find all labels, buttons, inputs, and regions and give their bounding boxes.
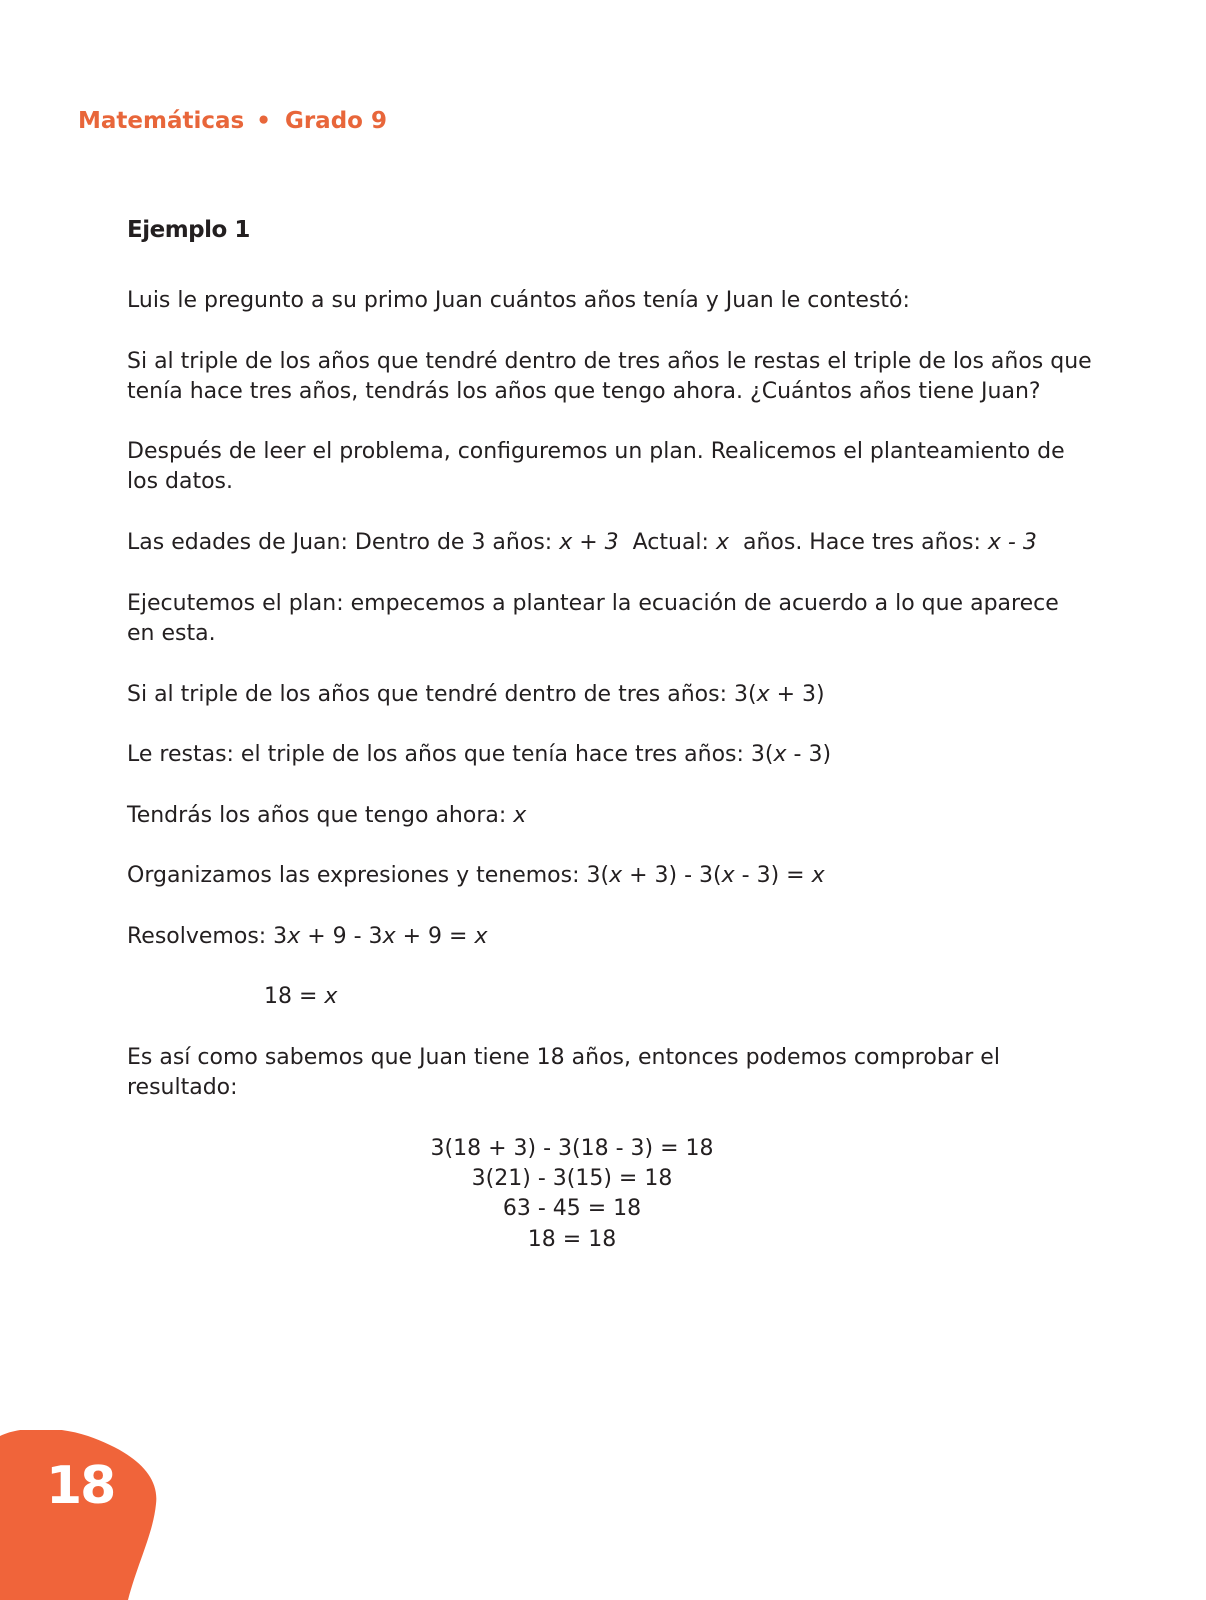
ages-line [127,528,1037,558]
execute-line-1: Ejecutemos el plan: empecemos a plantear la ecuación de acuerdo a lo que aparece [127,591,1059,616]
intro-paragraph: Luis le pregunto a su primo Juan cuántos años tenía y Juan le contestó: [127,288,910,313]
organize-text: Organizamos las expresiones y tenemos: 3( [127,863,610,888]
plan-line-1: Después de leer el problema, configuremos un plan. Realicemos el planteamiento de [127,439,1065,464]
riddle-line-1: Si al triple de los años que tendré dentro de tres años le restas el triple de los años que [127,349,1092,374]
step-3-variable: x [513,803,527,828]
past-age-expression: x - 3 [987,530,1037,555]
step-1-line [127,680,825,710]
actual-suffix: años. Hace tres años: [728,530,988,555]
check-line-2: 3(21) - 3(15) = 18 [471,1166,673,1191]
grade-label: Grado 9 [284,108,387,134]
page-number: 18 [46,1456,115,1516]
step-3-line [127,801,526,831]
step-2-tail: - 3) [786,742,832,767]
solve-line [127,922,487,952]
plan-line-2: los datos. [127,469,234,494]
step-3-text: Tendrás los años que tengo ahora: [127,803,514,828]
future-age-expression: x + 3 [559,530,619,555]
subject-label: Matemáticas [78,108,245,134]
conclusion-line-2: resultado: [127,1075,238,1100]
organize-mid-2: - 3) = [734,863,812,888]
running-header [78,108,387,134]
organize-var-3: x [811,863,825,888]
organize-var-2: x [721,863,735,888]
solve-var-2: x [382,924,396,949]
organize-var-1: x [609,863,623,888]
solve-text: Resolvemos: 3 [127,924,288,949]
solve-var-3: x [474,924,488,949]
step-2-text: Le restas: el triple de los años que tenía hace tres años: 3( [127,742,774,767]
step-1-text: Si al triple de los años que tendré dentro de tres años: 3( [127,682,757,707]
conclusion-line-1: Es así como sabemos que Juan tiene 18 años, entonces podemos comprobar el [127,1045,1000,1070]
check-line-4: 18 = 18 [527,1227,617,1252]
organize-line [127,861,825,891]
check-line-3: 63 - 45 = 18 [502,1196,642,1221]
result-line [264,982,337,1012]
solve-var-1: x [287,924,301,949]
actual-label: Actual: [618,530,716,555]
result-variable: x [324,984,338,1009]
step-2-variable: x [773,742,787,767]
header-separator: • [256,108,271,134]
solve-mid-2: + 9 = [395,924,475,949]
ages-label: Las edades de Juan: Dentro de 3 años: [127,530,560,555]
step-2-line [127,740,831,770]
step-1-tail: + 3) [769,682,825,707]
step-1-variable: x [756,682,770,707]
solve-mid-1: + 9 - 3 [300,924,383,949]
actual-age-expression: x [715,530,729,555]
example-title: Ejemplo 1 [127,217,250,243]
result-text: 18 = [264,984,325,1009]
organize-mid-1: + 3) - 3( [622,863,722,888]
execute-line-2: en esta. [127,621,216,646]
check-line-1: 3(18 + 3) - 3(18 - 3) = 18 [430,1136,714,1161]
riddle-line-2: tenía hace tres años, tendrás los años que tengo ahora. ¿Cuántos años tiene Juan? [127,379,1041,404]
